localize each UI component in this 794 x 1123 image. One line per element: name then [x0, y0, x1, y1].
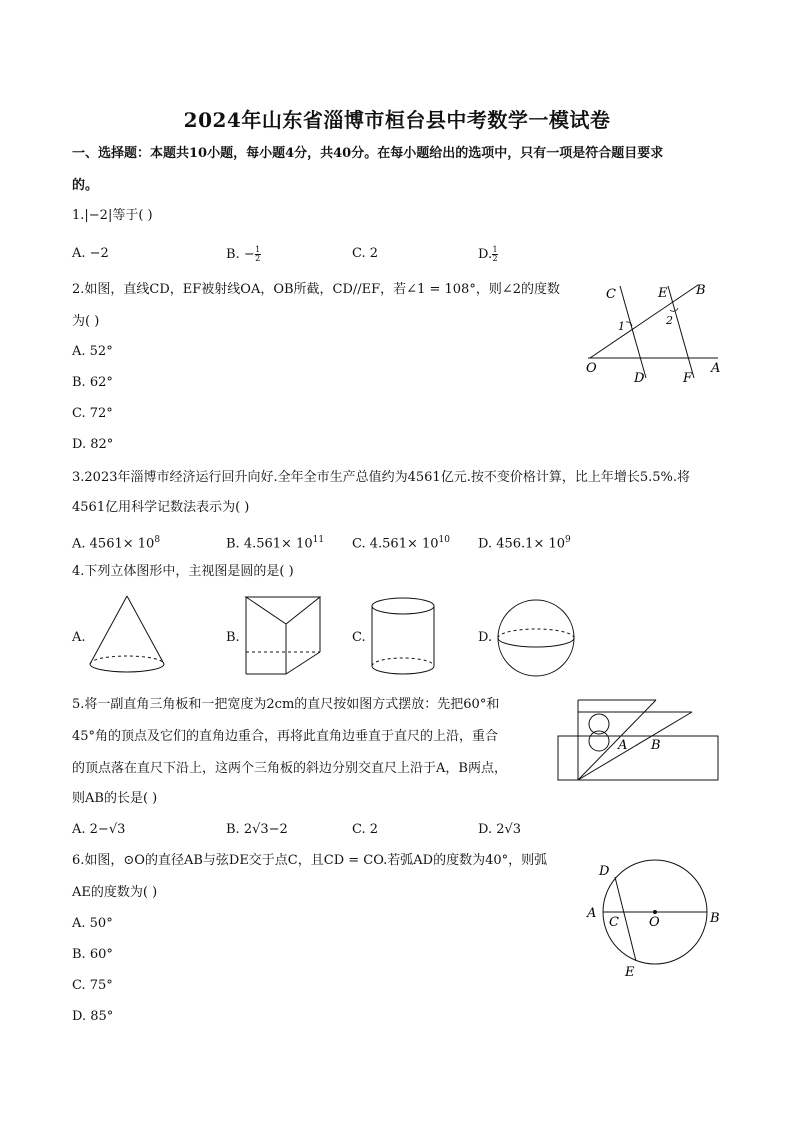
q6-option-b[interactable]: B. 60°	[72, 947, 113, 962]
label-o: O	[586, 361, 597, 376]
q2-figure	[580, 280, 730, 390]
q3-stem-cont: 4561亿用科学记数法表示为( )	[72, 500, 250, 515]
q3-option-d[interactable]	[478, 532, 571, 552]
q1-option-c[interactable]: C. 2	[352, 246, 379, 261]
q3-c-base: C. 4.561× 10	[352, 536, 439, 552]
q5-stem-cont-3: 则AB的长是( )	[72, 791, 158, 806]
cylinder-top	[372, 598, 434, 614]
q3-stem: 3.2023年淄博市经济运行回升向好.全年全市生产总值约为4561亿元.按不变价格计算，比上年增长5.5%.将	[72, 470, 690, 485]
label-c: C	[606, 287, 616, 302]
q3-option-c[interactable]	[352, 532, 450, 552]
q1-option-a[interactable]: A. −2	[72, 246, 109, 261]
q4-sphere-figure	[496, 598, 576, 678]
q2-option-a[interactable]: A. 52°	[72, 344, 113, 359]
q6-figure	[582, 856, 726, 980]
label-o: O	[649, 915, 660, 930]
q6-option-c[interactable]: C. 75°	[72, 978, 113, 993]
q3-b-exponent: 11	[312, 535, 325, 545]
q3-d-base: D. 456.1× 10	[478, 536, 566, 552]
label-e: E	[658, 286, 668, 301]
q1-d-denominator: 2	[492, 254, 498, 263]
prism-top	[246, 597, 320, 624]
q3-a-exponent: 8	[154, 535, 161, 545]
q3-a-base: A. 4561× 10	[72, 536, 155, 552]
q2-stem-cont: 为( )	[72, 314, 100, 329]
q5-stem-cont-1: 45°角的顶点及它们的直角边重合，再将此直角边垂直于直尺的上沿，重合	[72, 729, 499, 744]
label-a: A	[587, 906, 597, 921]
q1-d-numerator: 1	[492, 245, 498, 254]
sphere-equator-front	[498, 638, 574, 647]
label-a: A	[618, 738, 628, 753]
q2-option-d[interactable]: D. 82°	[72, 437, 114, 452]
q1-b-numerator: 1	[255, 245, 261, 254]
cylinder-bottom-front	[372, 666, 434, 674]
q3-b-base: B. 4.561× 10	[226, 536, 313, 552]
q5-option-a[interactable]: A. 2−√3	[72, 822, 126, 837]
q1-option-d-prefix: D.	[478, 247, 493, 262]
label-b: B	[710, 911, 720, 926]
section-heading-cont: 的。	[72, 178, 99, 193]
q3-option-a[interactable]	[72, 532, 160, 552]
q1-option-b[interactable]	[226, 246, 261, 263]
label-c: C	[609, 915, 619, 930]
page-title: 2024年山东省淄博市桓台县中考数学一模试卷	[183, 108, 611, 132]
cylinder-bottom-back	[372, 658, 434, 666]
q6-stem: 6.如图，⊙O的直径AB与弦DE交于点C，且CD = CO.若弧AD的度数为40°，则弧	[72, 853, 548, 868]
q4-option-b[interactable]: B.	[226, 630, 240, 645]
q6-option-a[interactable]: A. 50°	[72, 916, 113, 931]
q3-d-exponent: 9	[565, 535, 571, 545]
q4-stem: 4.下列立体图形中，主视图是圆的是( )	[72, 564, 294, 579]
q6-option-d[interactable]: D. 85°	[72, 1009, 114, 1024]
q5-stem-cont-2: 的顶点落在直尺下沿上，这两个三角板的斜边分别交直尺上沿于A，B两点，	[72, 761, 507, 776]
q5-stem: 5.将一副直角三角板和一把宽度为2cm的直尺按如图方式摆放：先把60°和	[72, 697, 500, 712]
q5-option-b[interactable]: B. 2√3−2	[226, 822, 288, 837]
line-ef	[668, 286, 694, 378]
label-e: E	[625, 965, 635, 980]
q2-option-b[interactable]: B. 62°	[72, 375, 113, 390]
q3-c-exponent: 10	[438, 535, 450, 545]
label-angle-2: 2	[666, 314, 673, 327]
sphere-outline	[498, 600, 574, 676]
q5-figure	[554, 696, 724, 786]
label-b: B	[651, 738, 661, 753]
label-d: D	[634, 371, 645, 386]
q6-stem-cont: AE的度数为( )	[72, 885, 158, 900]
prism-bottom-right	[286, 652, 320, 674]
q1-stem: 1.|−2|等于( )	[72, 208, 153, 223]
cone-right-edge	[127, 596, 164, 664]
q1-option-d[interactable]	[478, 246, 498, 263]
q1-option-b-fraction	[255, 246, 261, 263]
label-b: B	[696, 283, 706, 298]
q4-prism-figure	[244, 594, 324, 680]
q3-option-b[interactable]	[226, 532, 324, 552]
q4-option-c[interactable]: C.	[352, 630, 366, 645]
q2-option-c[interactable]: C. 72°	[72, 406, 113, 421]
q4-option-d[interactable]: D.	[478, 630, 493, 645]
q1-b-denominator: 2	[255, 254, 261, 263]
q4-cone-figure	[86, 592, 168, 682]
label-f: F	[683, 371, 693, 386]
q5-option-d[interactable]: D. 2√3	[478, 822, 522, 837]
section-heading: 一、选择题：本题共10小题，每小题4分，共40分。在每小题给出的选项中，只有一项是符合题目要求	[72, 146, 664, 161]
label-a: A	[711, 361, 721, 376]
label-d: D	[599, 864, 610, 879]
cone-base-back	[90, 656, 164, 664]
sphere-equator-back	[498, 629, 574, 638]
q1-option-d-fraction	[492, 246, 498, 263]
q4-option-a[interactable]: A.	[72, 630, 86, 645]
cone-left-edge	[90, 596, 127, 664]
center-point	[653, 910, 657, 914]
q2-stem: 2.如图，直线CD，EF被射线OA，OB所截，CD//EF，若∠1 = 108°，则∠2的度数	[72, 282, 560, 297]
q1-option-b-prefix: B. −	[226, 247, 255, 262]
cone-base-front	[90, 664, 164, 672]
q5-option-c[interactable]: C. 2	[352, 822, 379, 837]
q4-cylinder-figure	[370, 596, 440, 680]
label-angle-1: 1	[618, 320, 625, 333]
ruler	[558, 736, 718, 780]
